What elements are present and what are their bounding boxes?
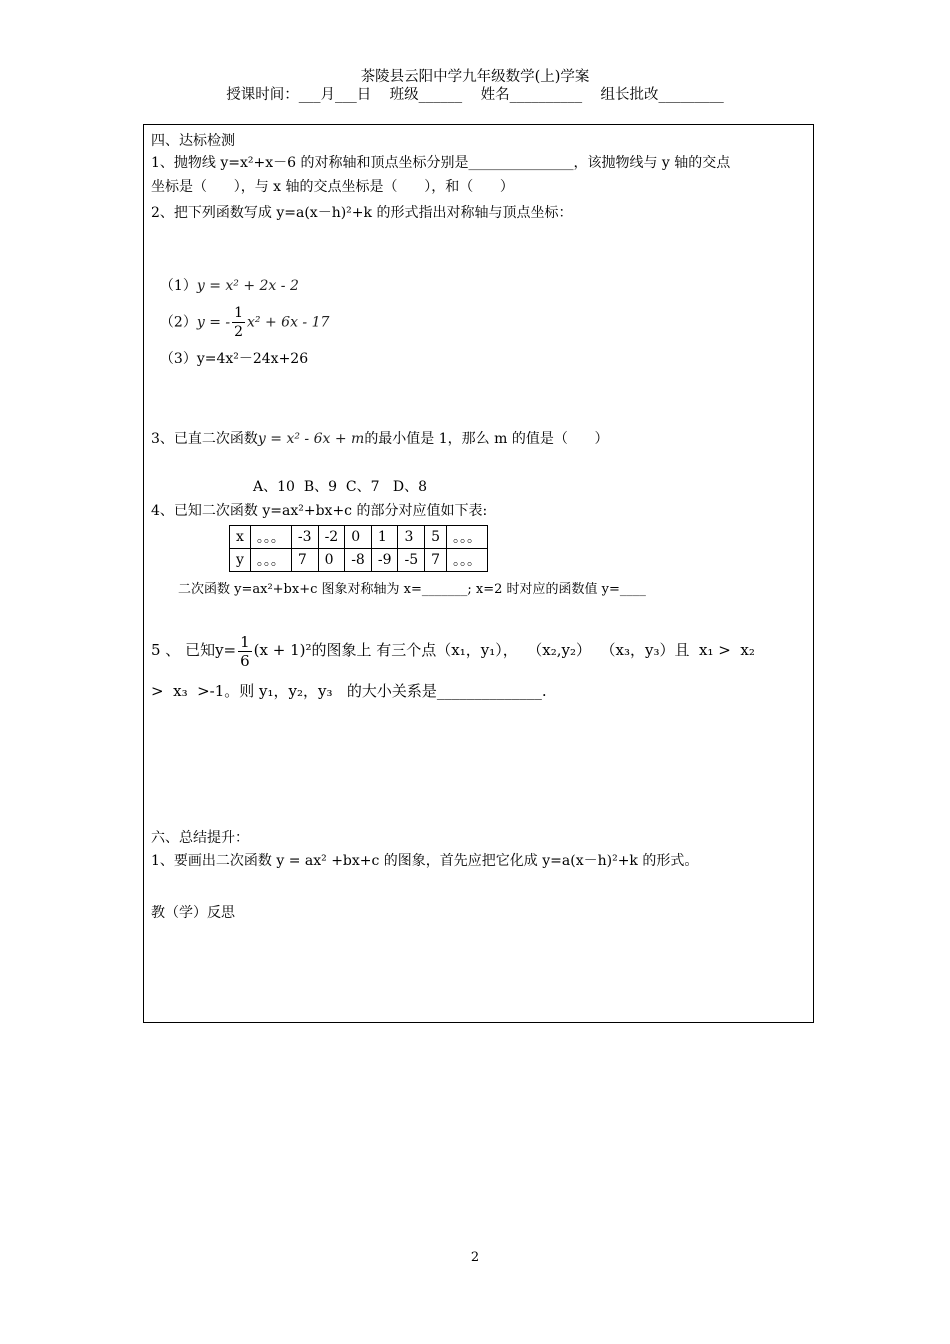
fraction-denominator: 6	[240, 651, 250, 670]
question-3-options: A、10 B、9 C、7 D、8	[253, 479, 428, 495]
part-1-equation: y = x² + 2x - 2	[196, 278, 299, 294]
table-cell: 。。。	[250, 549, 291, 572]
table-cell: 7	[291, 549, 318, 572]
question-3	[151, 428, 609, 450]
fraction-numerator: 1	[240, 632, 250, 651]
question-2: 2、把下列函数写成 y=a(x－h)²+k 的形式指出对称轴与顶点坐标：	[151, 205, 573, 221]
fraction-numerator: 1	[234, 305, 244, 321]
table-cell: 5	[425, 526, 447, 549]
part-1-label: （1）	[159, 278, 197, 294]
table-cell: y	[230, 549, 251, 572]
page-number: 2	[470, 1250, 480, 1265]
table-cell: 7	[425, 549, 447, 572]
table-row	[230, 549, 488, 572]
table-cell: 0	[318, 549, 345, 572]
question-5-mid: (x + 1)²的图象上 有三个点（x₁，y₁）， （x₂,y₂） （x₃，y₃）且 x₁ > x₂	[253, 641, 755, 659]
table-cell: 。。。	[250, 526, 291, 549]
part-3: （3）y=4x²－24x+26	[159, 351, 309, 367]
part-2-equation-pre: y = -	[196, 314, 231, 331]
table-cell: -9	[371, 549, 398, 572]
section-heading-check: 四、达标检测	[151, 133, 235, 149]
reflection-label: 教（学）反思	[151, 905, 235, 921]
section-heading-summary: 六、总结提升：	[151, 830, 249, 846]
value-table	[229, 525, 488, 572]
summary-point-1: 1、要画出二次函数 y = ax² +bx+c 的图象，首先应把它化成 y=a(x－h)²+k 的形式。	[151, 853, 699, 869]
table-cell: 。。。	[447, 526, 488, 549]
question-5-line-2: > x₃ >-1。则 y₁，y₂，y₃ 的大小关系是______________.	[151, 682, 547, 700]
part-2-label: （2）	[159, 314, 197, 331]
table-cell: -3	[291, 526, 318, 549]
question-4: 4、已知二次函数 y=ax²+bx+c 的部分对应值如下表:	[151, 503, 488, 519]
question-1-line-2: 坐标是（ ），与 x 轴的交点坐标是（ ），和（ ）	[151, 179, 514, 195]
table-cell: 1	[371, 526, 398, 549]
table-cell: 3	[398, 526, 425, 549]
table-cell: -5	[398, 549, 425, 572]
table-cell: -2	[318, 526, 345, 549]
question-3-post: 的最小值是 1，那么 m 的值是（ ）	[364, 431, 609, 447]
fraction-sixth	[238, 633, 252, 670]
table-cell: -8	[345, 549, 372, 572]
fraction-half	[232, 304, 245, 341]
question-4-followup: 二次函数 y=ax²+bx+c 图象对称轴为 x=_______; x=2 时对应的函数值 y=____	[178, 582, 646, 597]
part-2-equation-post: x² + 6x - 17	[247, 314, 330, 331]
doc-title: 茶陵县云阳中学九年级数学(上)学案	[360, 69, 590, 85]
question-3-pre: 3、已直二次函数	[151, 431, 258, 447]
doc-meta-line: 授课时间：___月___日 班级______ 姓名__________ 组长批改_________	[226, 87, 724, 103]
question-5-pre: 5 、 已知y=	[151, 641, 237, 659]
table-cell: 0	[345, 526, 372, 549]
fraction-denominator: 2	[234, 324, 244, 340]
question-1-line-1: 1、抛物线 y=x²+x－6 的对称轴和顶点坐标分别是_______________，该抛物线与 y 轴的交点	[151, 155, 731, 171]
question-3-equation: y = x² - 6x + m	[257, 431, 365, 447]
question-5-line-1	[151, 630, 755, 670]
table-cell: 。。。	[447, 549, 488, 572]
question-2-parts	[151, 232, 329, 377]
table-row	[230, 526, 488, 549]
table-cell: x	[230, 526, 251, 549]
